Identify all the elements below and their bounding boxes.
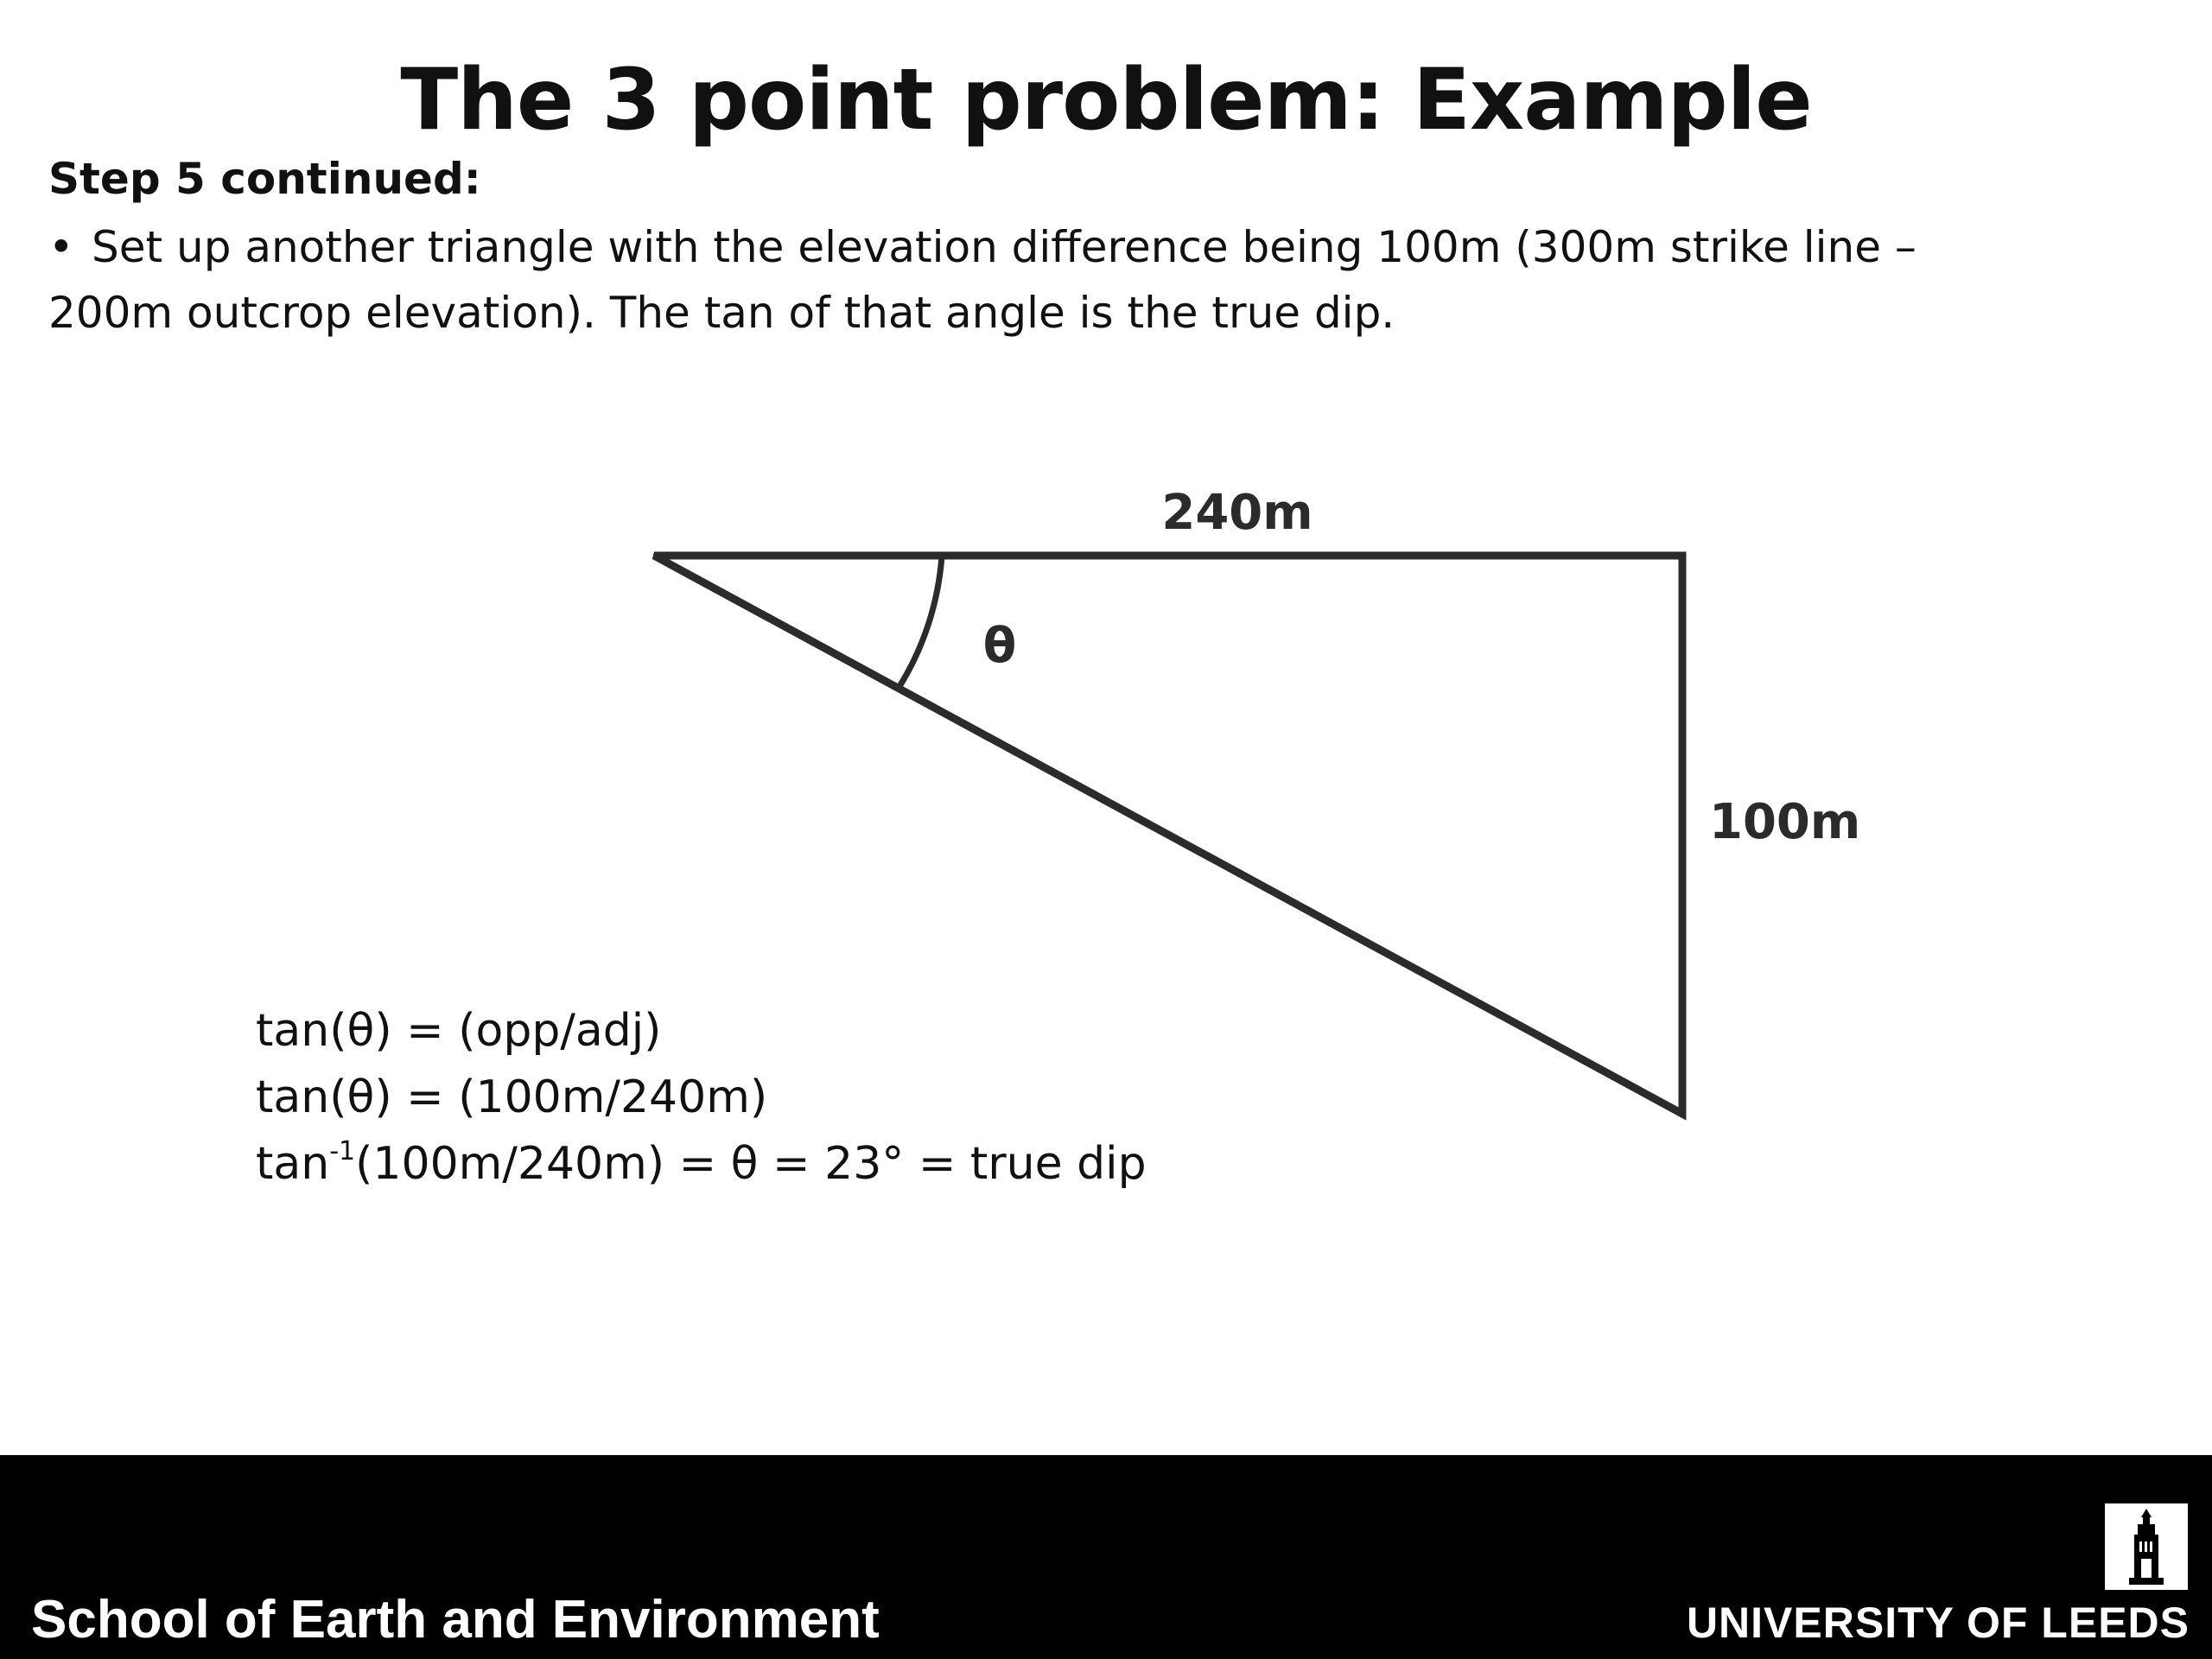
equation-result: (100m/240m) = θ = 23° = true dip bbox=[355, 1138, 1147, 1190]
right-side-label: 100m bbox=[1709, 794, 1861, 850]
equation-line-3 bbox=[256, 1131, 1147, 1198]
equations bbox=[256, 998, 1147, 1198]
slide-title: The 3 point problem: Example bbox=[400, 51, 1812, 149]
bullet-icon: • bbox=[48, 222, 74, 272]
angle-arc bbox=[899, 556, 942, 688]
angle-label: θ bbox=[982, 618, 1017, 674]
footer-school-name: School of Earth and Environment bbox=[31, 1590, 880, 1649]
footer-university-name: UNIVERSITY OF LEEDS bbox=[1686, 1599, 2190, 1647]
equation-line-1: tan(θ) = (opp/adj) bbox=[256, 1005, 662, 1057]
bullet-text: Set up another triangle with the elevation difference being 100m (300m strike line – 200m outcrop elevation). The tan of that angle is the true dip. bbox=[48, 222, 1916, 338]
equation-inverse-exponent: -1 bbox=[329, 1136, 356, 1166]
top-side-label: 240m bbox=[1161, 485, 1313, 541]
equation-tan: tan bbox=[256, 1138, 330, 1190]
step-heading: Step 5 continued: bbox=[48, 154, 481, 204]
university-tower-logo-icon bbox=[2105, 1503, 2188, 1590]
equation-line-2: tan(θ) = (100m/240m) bbox=[256, 1071, 768, 1123]
